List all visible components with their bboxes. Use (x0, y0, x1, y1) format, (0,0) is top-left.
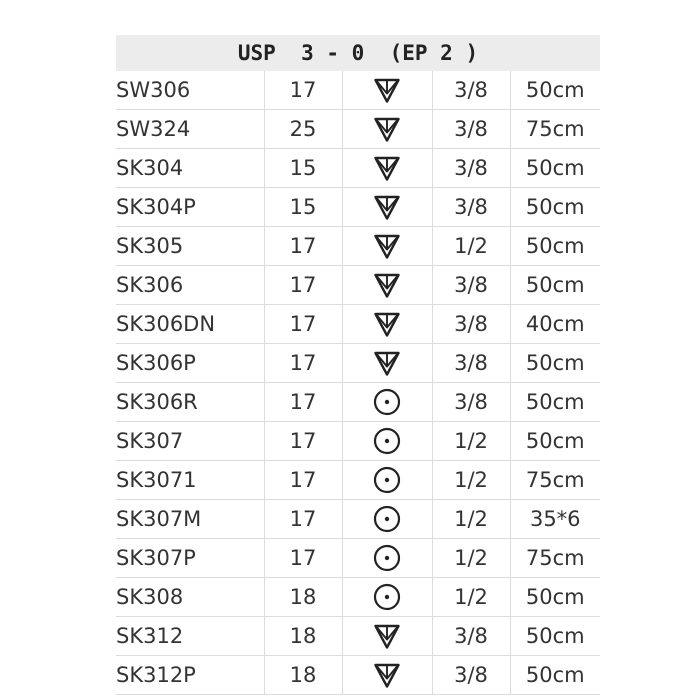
circle-dot-icon (372, 582, 402, 612)
model-cell: SK306DN (116, 305, 264, 344)
length-cell: 50cm (510, 149, 600, 188)
count-cell: 17 (264, 500, 342, 539)
pitch-cell: 3/8 (432, 383, 510, 422)
table-row (116, 149, 600, 188)
circle-dot-icon (372, 504, 402, 534)
table-row (116, 227, 600, 266)
icon-cell (342, 188, 432, 227)
pitch-cell: 3/8 (432, 149, 510, 188)
icon-cell (342, 344, 432, 383)
model-cell: SK307 (116, 422, 264, 461)
length-cell: 50cm (510, 656, 600, 695)
pitch-cell: 1/2 (432, 422, 510, 461)
table-title: USP 3 - 0 (EP 2 ) (116, 35, 600, 71)
length-cell: 50cm (510, 578, 600, 617)
triangle-down-icon (372, 270, 402, 300)
model-cell: SK307P (116, 539, 264, 578)
count-cell: 17 (264, 383, 342, 422)
icon-cell (342, 422, 432, 461)
pitch-cell: 3/8 (432, 617, 510, 656)
model-cell: SW324 (116, 110, 264, 149)
pitch-cell: 3/8 (432, 305, 510, 344)
count-cell: 17 (264, 422, 342, 461)
triangle-down-icon (372, 114, 402, 144)
length-cell: 50cm (510, 227, 600, 266)
triangle-down-icon (372, 309, 402, 339)
pitch-cell: 3/8 (432, 188, 510, 227)
model-cell: SK306P (116, 344, 264, 383)
model-cell: SK306R (116, 383, 264, 422)
length-cell: 50cm (510, 266, 600, 305)
icon-cell (342, 461, 432, 500)
model-cell: SK305 (116, 227, 264, 266)
table-row (116, 188, 600, 227)
pitch-cell: 1/2 (432, 578, 510, 617)
count-cell: 15 (264, 149, 342, 188)
pitch-cell: 3/8 (432, 344, 510, 383)
triangle-down-icon (372, 75, 402, 105)
count-cell: 17 (264, 305, 342, 344)
triangle-down-icon (372, 231, 402, 261)
length-cell: 50cm (510, 344, 600, 383)
table-row (116, 422, 600, 461)
table-row (116, 383, 600, 422)
count-cell: 25 (264, 110, 342, 149)
circle-dot-icon (372, 387, 402, 417)
pitch-cell: 3/8 (432, 71, 510, 110)
length-cell: 75cm (510, 539, 600, 578)
model-cell: SK308 (116, 578, 264, 617)
model-cell: SK307M (116, 500, 264, 539)
pitch-cell: 3/8 (432, 656, 510, 695)
triangle-down-icon (372, 621, 402, 651)
count-cell: 17 (264, 266, 342, 305)
count-cell: 18 (264, 578, 342, 617)
icon-cell (342, 617, 432, 656)
pitch-cell: 1/2 (432, 461, 510, 500)
icon-cell (342, 71, 432, 110)
circle-dot-icon (372, 426, 402, 456)
length-cell: 50cm (510, 383, 600, 422)
table-row (116, 617, 600, 656)
triangle-down-icon (372, 192, 402, 222)
table-row (116, 578, 600, 617)
count-cell: 17 (264, 71, 342, 110)
icon-cell (342, 500, 432, 539)
count-cell: 15 (264, 188, 342, 227)
length-cell: 75cm (510, 110, 600, 149)
length-cell: 35*6 (510, 500, 600, 539)
model-cell: SK306 (116, 266, 264, 305)
length-cell: 50cm (510, 188, 600, 227)
model-cell: SK312P (116, 656, 264, 695)
pitch-cell: 1/2 (432, 227, 510, 266)
icon-cell (342, 110, 432, 149)
triangle-down-icon (372, 660, 402, 690)
length-cell: 50cm (510, 422, 600, 461)
table-body (116, 71, 600, 695)
count-cell: 18 (264, 656, 342, 695)
length-cell: 50cm (510, 71, 600, 110)
circle-dot-icon (372, 465, 402, 495)
pitch-cell: 3/8 (432, 266, 510, 305)
icon-cell (342, 578, 432, 617)
length-cell: 50cm (510, 617, 600, 656)
spec-table (116, 35, 600, 695)
table-row (116, 71, 600, 110)
pitch-cell: 3/8 (432, 110, 510, 149)
table-row (116, 305, 600, 344)
table-row (116, 500, 600, 539)
table-row (116, 461, 600, 500)
model-cell: SK304 (116, 149, 264, 188)
table-row (116, 539, 600, 578)
table-row (116, 656, 600, 695)
triangle-down-icon (372, 348, 402, 378)
count-cell: 17 (264, 539, 342, 578)
count-cell: 17 (264, 461, 342, 500)
table-row (116, 266, 600, 305)
table-row (116, 110, 600, 149)
length-cell: 40cm (510, 305, 600, 344)
icon-cell (342, 227, 432, 266)
icon-cell (342, 539, 432, 578)
icon-cell (342, 149, 432, 188)
icon-cell (342, 656, 432, 695)
model-cell: SW306 (116, 71, 264, 110)
pitch-cell: 1/2 (432, 500, 510, 539)
pitch-cell: 1/2 (432, 539, 510, 578)
icon-cell (342, 305, 432, 344)
icon-cell (342, 383, 432, 422)
count-cell: 17 (264, 344, 342, 383)
count-cell: 18 (264, 617, 342, 656)
circle-dot-icon (372, 543, 402, 573)
icon-cell (342, 266, 432, 305)
table-row (116, 344, 600, 383)
length-cell: 75cm (510, 461, 600, 500)
model-cell: SK3071 (116, 461, 264, 500)
spec-grid (116, 71, 600, 695)
triangle-down-icon (372, 153, 402, 183)
model-cell: SK304P (116, 188, 264, 227)
count-cell: 17 (264, 227, 342, 266)
model-cell: SK312 (116, 617, 264, 656)
